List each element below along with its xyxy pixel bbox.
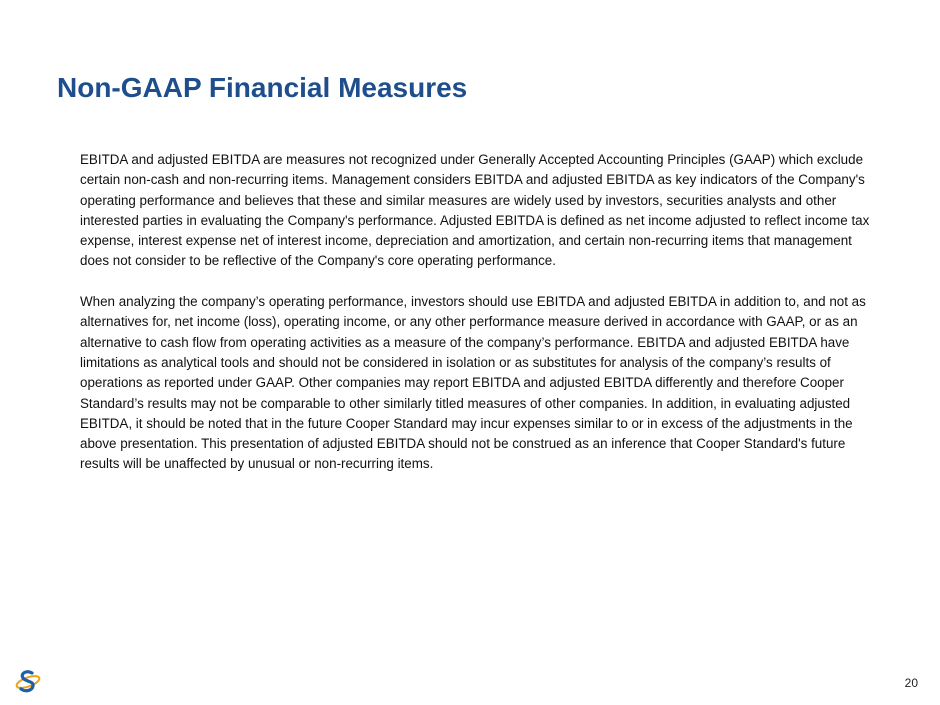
slide-title: Non-GAAP Financial Measures [57,72,468,103]
paragraph-ebitda-definition: EBITDA and adjusted EBITDA are measures not recognized under Generally Accepted Accounting Principles (GAAP) which exclude certain non-cash and non-recurring items. Management considers EBITDA and adjusted EBITDA as key indicators of the Company's operating performance and believes that these and similar measures are widely used by investors, securities analysts and other interested parties in evaluating the Company's performance. Adjusted EBITDA is defined as net income adjusted to reflect income tax expense, interest expense net of interest income, depreciation and amortization, and certain non-recurring items that management does not consider to be reflective of the Company's core operating performance. [80,152,870,269]
logo-graphic [14,667,42,695]
cooper-standard-logo-icon [14,667,42,695]
paragraph-ebitda-usage: When analyzing the company’s operating performance, investors should use EBITDA and adjusted EBITDA in addition to, and not as alternatives for, net income (loss), operating income, or any other performance measure derived in accordance with GAAP, or as an alternative to cash flow from operating activities as a measure of the company’s performance. EBITDA and adjusted EBITDA have limitations as analytical tools and should not be considered in isolation or as substitutes for analysis of the company’s results of operations as reported under GAAP. Other companies may report EBITDA and adjusted EBITDA differently and therefore Cooper Standard’s results may not be comparable to other similarly titled measures of other companies. In addition, in evaluating adjusted EBITDA, it should be noted that in the future Cooper Standard may incur expenses similar to or in excess of the adjustments in the above presentation. This presentation of adjusted EBITDA should not be construed as an inference that Cooper Standard's future results will be unaffected by unusual or non-recurring items. [80,294,866,472]
body-text [80,150,870,495]
page-number: 20 [904,676,918,690]
